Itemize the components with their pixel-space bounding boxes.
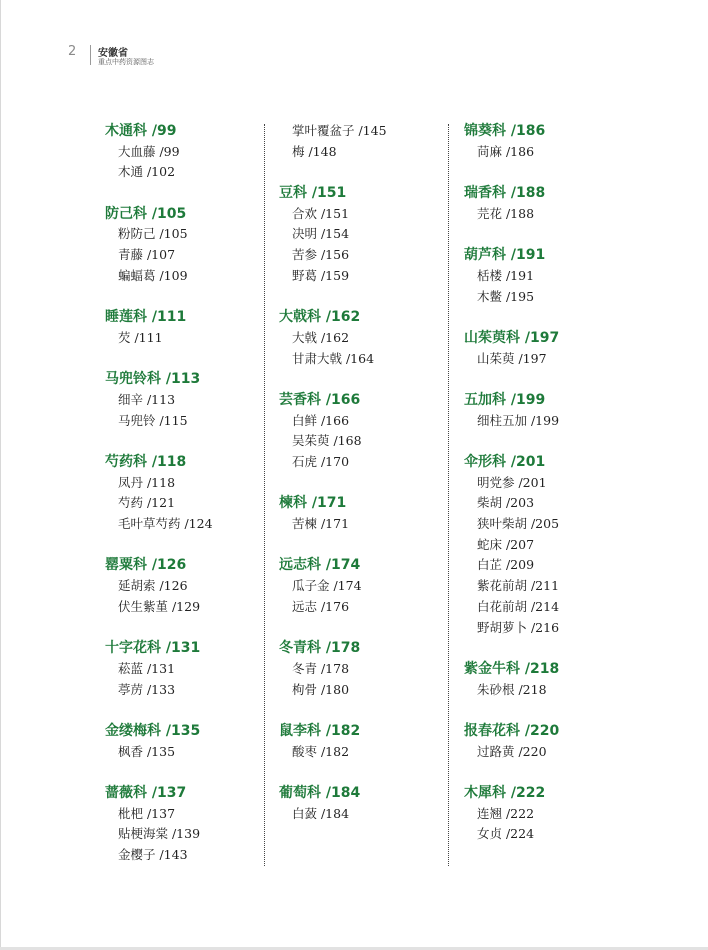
section-spacer xyxy=(105,618,213,639)
plant-entry: 野葛 /159 xyxy=(292,267,350,283)
plant-entry: 吴茱萸 /168 xyxy=(292,433,362,449)
section-spacer xyxy=(105,349,213,370)
section-spacer xyxy=(105,287,213,308)
family-heading: 鼠李科 /182 xyxy=(279,722,361,739)
section-spacer xyxy=(105,535,213,556)
plant-entry: 白芷 /209 xyxy=(477,557,535,573)
plant-entry: 细辛 /113 xyxy=(118,391,176,407)
plant-entry: 狭叶柴胡 /205 xyxy=(477,516,560,532)
family-heading: 楝科 /171 xyxy=(279,495,347,512)
family-heading: 山茱萸科 /197 xyxy=(464,329,560,346)
plant-entry: 石虎 /170 xyxy=(292,454,350,469)
section-spacer xyxy=(464,762,559,783)
plant-entry: 梅 /148 xyxy=(292,143,337,159)
plant-entry: 女贞 /224 xyxy=(477,826,535,842)
plant-entry: 毛叶草芍药 /124 xyxy=(118,516,213,532)
plant-entry: 山茱萸 /197 xyxy=(477,350,547,366)
plant-entry: 苦参 /156 xyxy=(292,247,350,263)
family-heading: 马兜铃科 /113 xyxy=(105,371,201,388)
family-heading: 芍药科 /118 xyxy=(105,454,187,470)
column-divider-1 xyxy=(264,124,265,866)
plant-entry: 柴胡 /203 xyxy=(477,495,535,511)
section-spacer xyxy=(464,224,559,245)
plant-entry: 枸骨 /180 xyxy=(292,681,350,697)
toc-column-2 xyxy=(279,121,387,824)
family-heading: 蔷薇科 /137 xyxy=(105,785,187,801)
plant-entry: 蝙蝠葛 /109 xyxy=(118,267,188,283)
plant-entry: 粉防己 /105 xyxy=(118,226,188,242)
section-spacer xyxy=(279,535,387,556)
section-spacer xyxy=(464,307,559,328)
family-heading: 五加科 /199 xyxy=(464,391,546,408)
plant-entry: 远志 /176 xyxy=(292,598,350,614)
plant-entry: 大血藤 /99 xyxy=(118,143,180,159)
plant-entry: 紫花前胡 /211 xyxy=(477,578,560,594)
plant-entry: 瓜子金 /174 xyxy=(292,578,362,594)
family-heading: 伞形科 /201 xyxy=(464,454,546,470)
plant-entry: 芡 /111 xyxy=(118,329,163,345)
family-heading: 紫金牛科 /218 xyxy=(464,660,560,677)
family-heading: 葡萄科 /184 xyxy=(279,785,361,801)
section-spacer xyxy=(279,618,387,639)
plant-entry: 苘麻 /186 xyxy=(477,143,535,159)
plant-entry: 白蔹 /184 xyxy=(292,805,350,821)
plant-entry: 酸枣 /182 xyxy=(292,743,350,759)
plant-entry: 朱砂根 /218 xyxy=(477,681,547,697)
plant-entry: 枫香 /135 xyxy=(118,743,176,759)
plant-entry: 凤丹 /118 xyxy=(118,474,176,490)
plant-entry: 青藤 /107 xyxy=(118,247,176,263)
family-heading: 冬青科 /178 xyxy=(279,640,361,657)
plant-entry: 伏生紫堇 /129 xyxy=(118,598,201,614)
family-heading: 锦葵科 /186 xyxy=(464,123,546,139)
family-heading: 葫芦科 /191 xyxy=(464,247,546,264)
plant-entry: 蛇床 /207 xyxy=(477,536,535,552)
plant-entry: 冬青 /178 xyxy=(292,660,350,676)
family-heading: 木通科 /99 xyxy=(105,123,177,139)
plant-entry: 苦楝 /171 xyxy=(292,516,350,532)
section-spacer xyxy=(105,762,213,783)
section-spacer xyxy=(279,162,387,183)
family-heading: 十字花科 /131 xyxy=(105,640,201,657)
plant-entry: 贴梗海棠 /139 xyxy=(118,826,201,842)
section-spacer xyxy=(464,431,559,452)
plant-entry: 芍药 /121 xyxy=(118,495,176,511)
plant-entry: 木鳖 /195 xyxy=(477,288,535,304)
plant-entry: 马兜铃 /115 xyxy=(118,412,188,428)
family-heading: 大戟科 /162 xyxy=(279,309,361,326)
section-spacer xyxy=(105,431,213,452)
section-spacer xyxy=(105,700,213,721)
section-spacer xyxy=(464,700,559,721)
family-heading: 瑞香科 /188 xyxy=(464,185,546,202)
plant-entry: 大戟 /162 xyxy=(292,329,350,345)
plant-entry: 白花前胡 /214 xyxy=(477,598,560,614)
section-spacer xyxy=(464,369,559,390)
plant-entry: 白鲜 /166 xyxy=(292,412,350,428)
section-spacer xyxy=(279,287,387,308)
plant-entry: 掌叶覆盆子 /145 xyxy=(292,123,387,138)
plant-entry: 金樱子 /143 xyxy=(118,847,188,863)
plant-entry: 连翘 /222 xyxy=(477,805,535,821)
book-subtitle: 重点中药资源图志 xyxy=(98,58,154,66)
plant-entry: 野胡萝卜 /216 xyxy=(477,619,560,635)
section-spacer xyxy=(105,183,213,204)
family-heading: 报春花科 /220 xyxy=(464,722,560,739)
plant-entry: 明党参 /201 xyxy=(477,474,547,490)
column-divider-2 xyxy=(448,124,449,866)
plant-entry: 过路黄 /220 xyxy=(477,743,547,759)
family-heading: 防己科 /105 xyxy=(105,205,187,222)
toc-column-3 xyxy=(464,121,559,845)
family-heading: 豆科 /151 xyxy=(279,185,347,202)
page-edge xyxy=(0,0,1,950)
plant-entry: 栝楼 /191 xyxy=(477,267,535,283)
plant-entry: 延胡索 /126 xyxy=(118,578,188,594)
section-spacer xyxy=(279,473,387,494)
header-divider xyxy=(90,45,91,65)
family-heading: 芸香科 /166 xyxy=(279,391,361,408)
section-spacer xyxy=(464,638,559,659)
plant-entry: 木通 /102 xyxy=(118,164,176,180)
section-spacer xyxy=(279,700,387,721)
plant-entry: 细柱五加 /199 xyxy=(477,412,560,428)
family-heading: 远志科 /174 xyxy=(279,557,361,574)
plant-entry: 甘肃大戟 /164 xyxy=(292,350,375,366)
plant-entry: 葶苈 /133 xyxy=(118,681,176,697)
page-number: 2 xyxy=(68,44,77,59)
section-spacer xyxy=(464,162,559,183)
family-heading: 金缕梅科 /135 xyxy=(105,722,201,739)
toc-column-1 xyxy=(105,121,213,866)
family-heading: 木犀科 /222 xyxy=(464,785,546,801)
plant-entry: 合欢 /151 xyxy=(292,205,350,221)
plant-entry: 芫花 /188 xyxy=(477,205,535,221)
book-title: 安徽省 xyxy=(98,48,128,59)
family-heading: 睡莲科 /111 xyxy=(105,309,187,326)
plant-entry: 菘蓝 /131 xyxy=(118,660,176,676)
plant-entry: 枇杷 /137 xyxy=(118,805,176,821)
plant-entry: 决明 /154 xyxy=(292,226,350,242)
section-spacer xyxy=(279,369,387,390)
family-heading: 罂粟科 /126 xyxy=(105,557,187,574)
section-spacer xyxy=(279,762,387,783)
